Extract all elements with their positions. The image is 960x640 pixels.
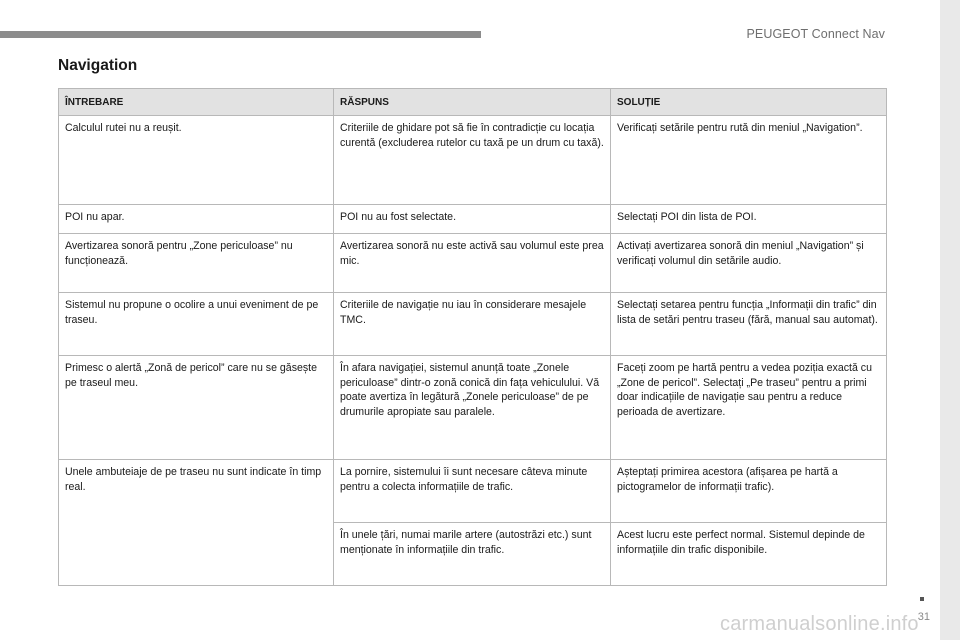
page-title: Navigation xyxy=(58,57,138,74)
table-row xyxy=(59,205,887,234)
question-cell: Sistemul nu propune o ocolire a unui eveniment de pe traseu. xyxy=(59,293,334,356)
question-cell: Calculul rutei nu a reușit. xyxy=(59,116,334,205)
solution-cell: Selectați setarea pentru funcția „Informații din trafic” din lista de setări pentru traseu (fără, manual sau automat). xyxy=(611,293,887,356)
table-row xyxy=(59,460,887,523)
question-cell: POI nu apar. xyxy=(59,205,334,234)
question-cell: Unele ambuteiaje de pe traseu nu sunt indicate în timp real. xyxy=(59,460,334,586)
table-row xyxy=(59,234,887,293)
watermark-text: carmanualsonline.info xyxy=(720,613,919,635)
column-header-solution: SOLUȚIE xyxy=(611,89,887,116)
solution-cell: Activați avertizarea sonoră din meniul „Navigation” și verificați volumul din setările audio. xyxy=(611,234,887,293)
column-header-answer: RĂSPUNS xyxy=(334,89,611,116)
question-cell: Primesc o alertă „Zonă de pericol” care nu se găsește pe traseul meu. xyxy=(59,356,334,460)
header-rule xyxy=(0,31,481,38)
table-row xyxy=(59,293,887,356)
solution-cell: Verificați setările pentru rută din meniul „Navigation”. xyxy=(611,116,887,205)
solution-cell: Acest lucru este perfect normal. Sistemul depinde de informațiile din trafic disponibile. xyxy=(611,523,887,586)
page-number: 31 xyxy=(917,611,930,623)
table-row xyxy=(59,356,887,460)
answer-cell: La pornire, sistemului îi sunt necesare câteva minute pentru a colecta informațiile de trafic. xyxy=(334,460,611,523)
header-product-name: PEUGEOT Connect Nav xyxy=(746,27,885,41)
question-cell: Avertizarea sonoră pentru „Zone periculoase” nu funcționează. xyxy=(59,234,334,293)
solution-cell: Selectați POI din lista de POI. xyxy=(611,205,887,234)
answer-cell: POI nu au fost selectate. xyxy=(334,205,611,234)
answer-cell: În afara navigației, sistemul anunță toate „Zonele periculoase” dintr-o zonă conică din fața vehiculului. Vă poate avertiza în legătură „Zonele periculoase” de pe drumurile apropiate sau paralele. xyxy=(334,356,611,460)
page-marker-bullet xyxy=(920,597,924,601)
answer-cell: În unele țări, numai marile artere (autostrăzi etc.) sunt menționate în informațiile din trafic. xyxy=(334,523,611,586)
solution-cell: Așteptați primirea acestora (afișarea pe hartă a pictogramelor de informații trafic). xyxy=(611,460,887,523)
answer-cell: Avertizarea sonoră nu este activă sau volumul este prea mic. xyxy=(334,234,611,293)
answer-cell: Criteriile de navigație nu iau în considerare mesajele TMC. xyxy=(334,293,611,356)
solution-cell: Faceți zoom pe hartă pentru a vedea poziția exactă cu „Zone de pericol”. Selectați „Pe traseu” pentru a primi doar indicațiile de navigație sau pentru a reduce perioada de avertizare. xyxy=(611,356,887,460)
page-edge-strip xyxy=(940,0,960,640)
column-header-question: ÎNTREBARE xyxy=(59,89,334,116)
troubleshooting-table xyxy=(58,88,887,586)
answer-cell: Criteriile de ghidare pot să fie în contradicție cu locația curentă (excluderea rutelor cu taxă pe un drum cu taxă). xyxy=(334,116,611,205)
table-row xyxy=(59,116,887,205)
table-header-row xyxy=(59,89,887,116)
